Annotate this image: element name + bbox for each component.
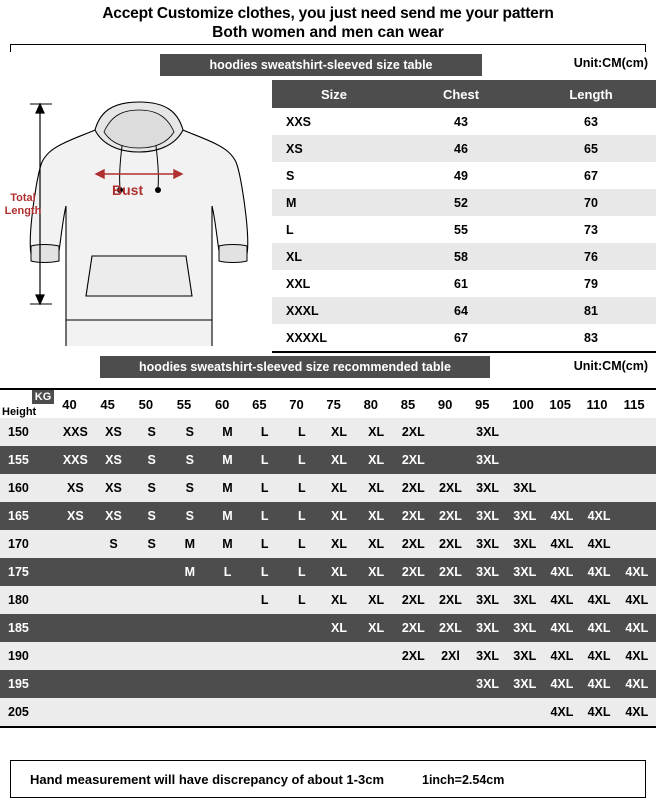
recommend-table-wrapper [0,388,656,728]
size-cell: L [246,558,283,586]
size-cell [209,670,246,698]
table-row [272,324,656,352]
size-cell: L [283,530,320,558]
size-cell: XL [358,558,395,586]
size-cell: L [283,474,320,502]
size-cell: L [283,446,320,474]
weight-header-cell: 65 [246,390,283,418]
size-cell: XL [358,614,395,642]
size-cell [133,642,171,670]
weight-header-cell: 95 [469,390,506,418]
size-cell [506,418,543,446]
size-cell [246,670,283,698]
size-cell: XL [320,418,357,446]
size-cell [56,530,94,558]
size-cell [56,642,94,670]
size-cell: 2XL [395,586,432,614]
height-cell: 155 [0,446,56,474]
size-cell [171,698,209,726]
weight-header-cell: 80 [358,390,395,418]
size-cell [209,698,246,726]
size-cell: M [171,530,209,558]
size-cell: 2XL [432,614,469,642]
size-cell: L [246,418,283,446]
size-cell: 3XL [469,530,506,558]
size-cell: S [171,474,209,502]
length-cell: 73 [526,216,656,243]
height-cell: 165 [0,502,56,530]
size-cell: 3XL [469,446,506,474]
size-cell: 2XL [432,558,469,586]
height-cell: 150 [0,418,56,446]
size-cell: 2Xl [432,642,469,670]
size-cell: 4XL [618,586,656,614]
size-cell: 4XL [581,614,618,642]
size-cell: L [246,446,283,474]
size-cell: XXXXL [272,324,396,352]
table-row [0,418,656,446]
size-cell: 4XL [581,558,618,586]
size-cell: S [171,446,209,474]
size-cell [133,698,171,726]
size-table-header-size: Size [272,80,396,108]
size-cell: XXS [272,108,396,135]
weight-header-cell: 105 [543,390,580,418]
length-cell: 76 [526,243,656,270]
size-cell: 4XL [543,586,580,614]
table-row [0,698,656,726]
size-cell: XL [320,586,357,614]
table-row [272,243,656,270]
height-cell: 175 [0,558,56,586]
weight-header-cell: 75 [320,390,357,418]
table-row [272,216,656,243]
size-cell [209,642,246,670]
size-cell: 4XL [581,586,618,614]
size-cell: L [283,418,320,446]
size-cell [618,446,656,474]
size-cell [543,474,580,502]
size-cell: S [94,530,132,558]
header-divider-left-tick [10,44,11,52]
size-cell [618,502,656,530]
size-cell: M [209,474,246,502]
size-cell: XL [320,614,357,642]
size-cell: 4XL [543,530,580,558]
table-row [272,135,656,162]
header-line-2: Both women and men can wear [212,24,444,41]
size-cell [209,586,246,614]
size-cell: XL [358,474,395,502]
size-cell: S [133,474,171,502]
total-length-line-1: Total [10,192,36,204]
length-cell: 83 [526,324,656,352]
size-cell [432,670,469,698]
size-cell [283,642,320,670]
weight-header-cell: 55 [171,390,209,418]
size-cell [395,670,432,698]
size-cell: 3XL [469,502,506,530]
size-cell: 3XL [469,558,506,586]
size-cell: L [246,586,283,614]
size-cell [283,698,320,726]
size-cell [581,474,618,502]
size-cell: M [272,189,396,216]
table-row [272,162,656,189]
table-row [0,670,656,698]
height-cell: 170 [0,530,56,558]
page-header [0,0,656,42]
size-cell: 2XL [395,530,432,558]
weight-header-cell: 100 [506,390,543,418]
size-cell: XL [358,418,395,446]
size-cell: 3XL [469,418,506,446]
size-cell [618,530,656,558]
size-cell: S [133,418,171,446]
height-cell: 185 [0,614,56,642]
size-cell: M [209,530,246,558]
length-cell: 63 [526,108,656,135]
size-cell [581,418,618,446]
size-cell [432,418,469,446]
size-cell: XL [358,446,395,474]
height-cell: 190 [0,642,56,670]
size-cell: 2XL [432,502,469,530]
size-table-banner-row [0,54,656,82]
size-cell [432,698,469,726]
size-cell [94,614,132,642]
size-cell [283,614,320,642]
size-cell: XL [320,530,357,558]
recommend-banner-row [0,354,656,384]
size-cell: XS [94,474,132,502]
size-cell: 4XL [618,614,656,642]
size-cell: XXS [56,446,94,474]
size-section [0,88,656,348]
size-cell [171,586,209,614]
size-cell [543,446,580,474]
header-line-1: Accept Customize clothes, you just need send me your pattern [102,5,554,22]
length-cell: 70 [526,189,656,216]
size-cell: XS [56,474,94,502]
size-cell: S [272,162,396,189]
size-cell: S [171,502,209,530]
size-cell [543,418,580,446]
size-cell [320,670,357,698]
size-cell: XL [320,474,357,502]
height-cell: 180 [0,586,56,614]
bust-label: Bust [112,182,144,198]
size-cell: 3XL [506,558,543,586]
chest-cell: 55 [396,216,526,243]
hoodie-illustration [0,88,272,346]
weight-header-cell: 110 [581,390,618,418]
size-cell [94,698,132,726]
size-cell [133,558,171,586]
size-table-title: hoodies sweatshirt-sleeved size table [160,54,482,76]
size-cell: 4XL [581,642,618,670]
size-cell: 3XL [506,642,543,670]
chest-cell: 43 [396,108,526,135]
size-cell [56,698,94,726]
size-table-unit: Unit:CM(cm) [573,56,648,70]
size-cell: XXL [272,270,396,297]
size-cell [358,670,395,698]
size-cell: 3XL [506,474,543,502]
length-cell: 81 [526,297,656,324]
table-row [272,297,656,324]
size-cell [581,446,618,474]
chest-cell: 49 [396,162,526,189]
table-row [0,558,656,586]
size-cell [506,698,543,726]
table-row [0,642,656,670]
table-row [0,614,656,642]
size-cell: 2XL [395,558,432,586]
size-cell: 4XL [618,670,656,698]
table-row [0,446,656,474]
size-cell: M [209,418,246,446]
height-cell: 205 [0,698,56,726]
size-cell [56,586,94,614]
size-cell: XS [56,502,94,530]
length-cell: 65 [526,135,656,162]
size-cell: 3XL [506,502,543,530]
size-cell [283,670,320,698]
size-cell: 4XL [618,698,656,726]
size-cell [246,642,283,670]
size-cell: XL [320,502,357,530]
size-cell: XS [272,135,396,162]
size-cell: 2XL [395,642,432,670]
recommend-table-title: hoodies sweatshirt-sleeved size recommended table [100,356,490,378]
size-cell: 4XL [581,670,618,698]
size-cell: M [171,558,209,586]
height-cell: 160 [0,474,56,502]
size-cell [171,614,209,642]
inch-conversion-note: 1inch=2.54cm [422,773,505,787]
weight-header-cell: 50 [133,390,171,418]
weight-header-cell: 40 [56,390,94,418]
size-cell: 3XL [469,474,506,502]
size-cell: XXXL [272,297,396,324]
size-cell: 3XL [469,642,506,670]
size-cell: 2XL [432,586,469,614]
table-row [0,474,656,502]
size-cell: XS [94,446,132,474]
size-cell [209,614,246,642]
recommend-table [0,390,656,726]
chest-cell: 58 [396,243,526,270]
size-cell: L [209,558,246,586]
size-cell [618,474,656,502]
size-cell: 3XL [506,614,543,642]
chest-cell: 67 [396,324,526,352]
size-table [272,80,656,353]
table-row [0,586,656,614]
size-cell [432,446,469,474]
recommend-header-row [0,390,656,418]
size-cell [358,698,395,726]
size-cell: M [209,446,246,474]
size-table-header-chest: Chest [396,80,526,108]
size-cell: 4XL [543,698,580,726]
size-cell: 4XL [543,642,580,670]
size-cell: XL [358,502,395,530]
size-table-header-length: Length [526,80,656,108]
size-cell: XL [320,446,357,474]
chest-cell: 52 [396,189,526,216]
size-cell: 4XL [543,558,580,586]
size-cell [618,418,656,446]
table-row [0,502,656,530]
chest-cell: 46 [396,135,526,162]
size-cell: S [133,502,171,530]
size-cell [469,698,506,726]
weight-header-cell: 60 [209,390,246,418]
size-cell: XS [94,418,132,446]
weight-header-cell: 90 [432,390,469,418]
size-cell: 4XL [581,698,618,726]
table-row [272,270,656,297]
size-cell: L [246,474,283,502]
size-cell: 2XL [395,418,432,446]
page-footer [0,754,656,800]
table-row [272,189,656,216]
size-cell: 2XL [395,502,432,530]
size-cell: 3XL [469,586,506,614]
size-cell [133,614,171,642]
size-cell: S [171,418,209,446]
size-cell: 3XL [506,586,543,614]
total-length-label [2,192,44,218]
size-cell [320,642,357,670]
size-cell [171,642,209,670]
size-cell: 2XL [432,530,469,558]
length-cell: 67 [526,162,656,189]
weight-header-cell: 115 [618,390,656,418]
size-cell: M [209,502,246,530]
height-cell: 195 [0,670,56,698]
size-cell: L [246,502,283,530]
size-cell [94,586,132,614]
header-divider [10,44,646,45]
chest-cell: 61 [396,270,526,297]
size-cell: 4XL [581,530,618,558]
weight-header-cell: 70 [283,390,320,418]
length-cell: 79 [526,270,656,297]
size-cell: XL [358,530,395,558]
table-row [0,530,656,558]
size-cell [395,698,432,726]
size-cell [94,670,132,698]
table-row [272,108,656,135]
size-cell: 4XL [618,558,656,586]
weight-header-cell: 85 [395,390,432,418]
size-cell: XL [272,243,396,270]
size-cell [246,698,283,726]
chest-cell: 64 [396,297,526,324]
size-cell: S [133,446,171,474]
total-length-line-2: Length [4,205,42,217]
size-cell: XL [358,586,395,614]
size-cell [56,614,94,642]
size-cell: 4XL [543,614,580,642]
size-cell: 2XL [395,614,432,642]
size-cell: L [283,502,320,530]
size-cell [133,670,171,698]
size-cell: 4XL [618,642,656,670]
size-cell [358,642,395,670]
size-cell: 2XL [395,446,432,474]
size-cell [94,558,132,586]
size-cell [506,446,543,474]
weight-axis-label: KG [32,390,55,404]
measurement-note: Hand measurement will have discrepancy of about 1-3cm [30,772,385,787]
recommend-corner-cell [0,390,56,418]
size-cell: L [272,216,396,243]
size-table-header-row [272,80,656,108]
size-cell [320,698,357,726]
size-cell: L [283,586,320,614]
size-cell: 4XL [543,670,580,698]
size-cell: 4XL [543,502,580,530]
size-cell [56,558,94,586]
weight-header-cell: 45 [94,390,132,418]
height-axis-label: Height [2,406,37,418]
size-cell: S [133,530,171,558]
size-cell: 2XL [432,474,469,502]
size-cell: 4XL [581,502,618,530]
size-cell [133,586,171,614]
size-cell: 3XL [469,614,506,642]
recommend-table-unit: Unit:CM(cm) [573,359,648,373]
size-cell: 3XL [506,670,543,698]
size-cell: L [283,558,320,586]
size-cell [171,670,209,698]
size-cell [94,642,132,670]
size-cell: 3XL [469,670,506,698]
size-cell: XXS [56,418,94,446]
header-divider-right-tick [645,44,646,52]
size-cell: L [246,530,283,558]
size-cell: XL [320,558,357,586]
size-cell: 2XL [395,474,432,502]
size-cell: XS [94,502,132,530]
size-cell [246,614,283,642]
size-cell [56,670,94,698]
size-cell: 3XL [506,530,543,558]
